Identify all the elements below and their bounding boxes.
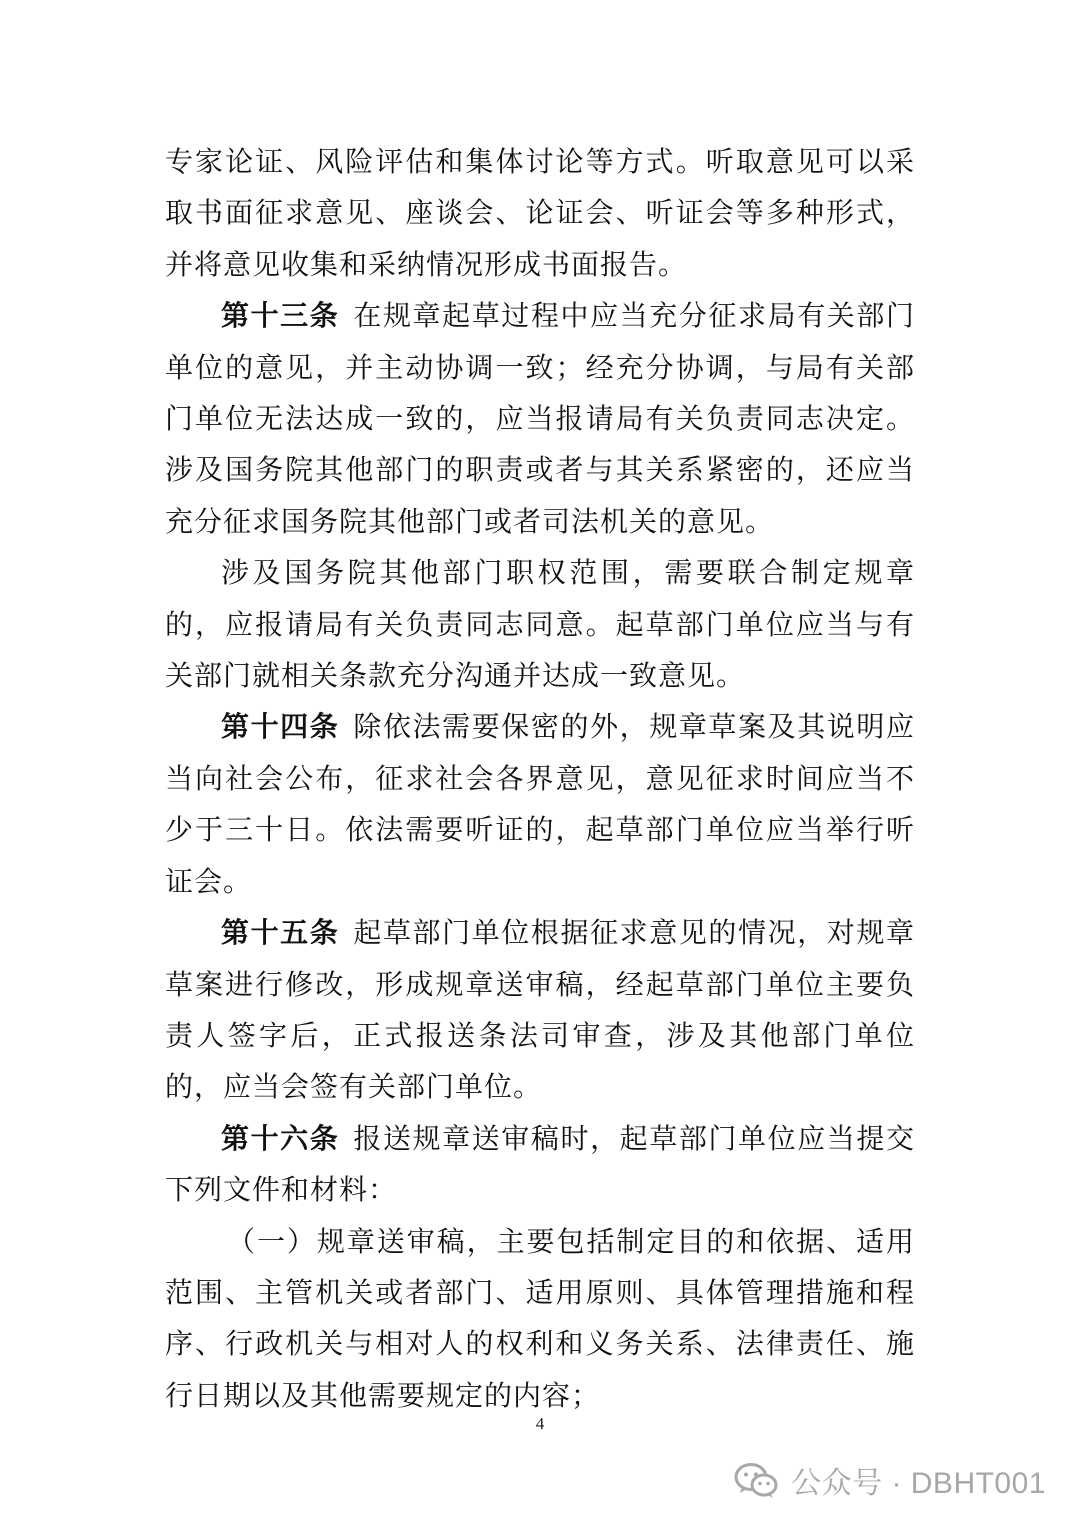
article-13	[165, 290, 915, 547]
document-body	[165, 136, 915, 1421]
page-number: 4	[535, 1414, 545, 1433]
paragraph-text: 专家论证、风险评估和集体讨论等方式。听取意见可以采取书面征求意见、座谈会、论证会、听证会等多种形式，并将意见收集和采纳情况形成书面报告。	[165, 145, 915, 281]
paragraph-continuation	[165, 136, 915, 290]
article-14	[165, 701, 915, 907]
article-text: 报送规章送审稿时，起草部门单位应当提交下列文件和材料：	[165, 1121, 915, 1207]
article-13-paragraph-2	[165, 547, 915, 701]
wechat-icon	[733, 1460, 779, 1500]
watermark-text: 公众号 · DBHT001	[791, 1467, 1046, 1500]
paragraph-text: 涉及国务院其他部门职权范围，需要联合制定规章的，应报请局有关负责同志同意。起草部门单位应当与有关部门就相关条款充分沟通并达成一致意见。	[165, 556, 915, 693]
article-label: 第十四条	[221, 710, 340, 744]
article-15	[165, 907, 915, 1113]
article-label: 第十三条	[221, 299, 340, 333]
article-label: 第十六条	[221, 1121, 340, 1155]
list-item-text: （一）规章送审稿，主要包括制定目的和依据、适用范围、主管机关或者部门、适用原则、具体管理措施和程序、行政机关与相对人的权利和义务关系、法律责任、施行日期以及其他需要规定的内容；	[165, 1224, 915, 1412]
article-16	[165, 1113, 915, 1216]
article-16-item-1	[165, 1216, 915, 1422]
article-text: 在规章起草过程中应当充分征求局有关部门单位的意见，并主动协调一致；经充分协调，与局有关部门单位无法达成一致的，应当报请局有关负责同志决定。涉及国务院其他部门的职责或者与其关系紧密的，还应当充分征求国务院其他部门或者司法机关的意见。	[165, 299, 915, 538]
watermark	[733, 1452, 1046, 1508]
article-text: 除依法需要保密的外，规章草案及其说明应当向社会公布，征求社会各界意见，意见征求时间应当不少于三十日。依法需要听证的，起草部门单位应当举行听证会。	[165, 710, 915, 898]
article-text: 起草部门单位根据征求意见的情况，对规章草案进行修改，形成规章送审稿，经起草部门单位主要负责人签字后，正式报送条法司审查，涉及其他部门单位的，应当会签有关部门单位。	[165, 916, 915, 1104]
article-label: 第十五条	[221, 916, 340, 950]
